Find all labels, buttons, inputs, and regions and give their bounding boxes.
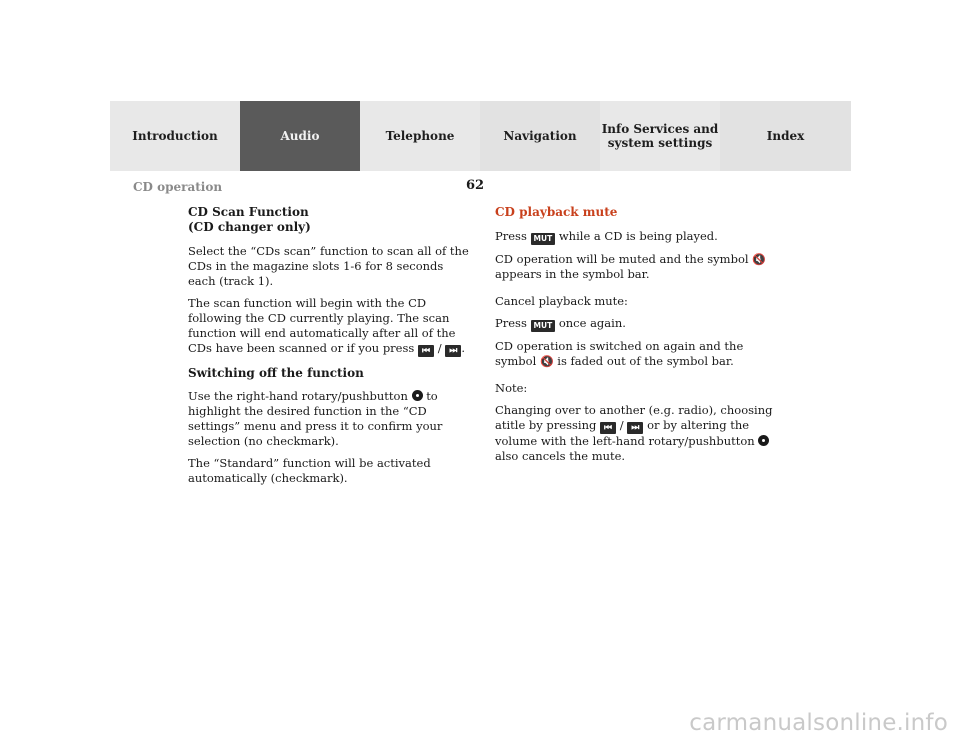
text: to highlight the desired function in the “CD settings” menu and press it to confirm your selection (no checkmark). [188,389,443,448]
skip-forward-icon: ⏭ [445,345,461,357]
tab-label-line2: system settings [607,136,713,150]
tab-audio[interactable] [240,101,360,171]
text: Press [495,229,527,243]
right-column [495,205,785,471]
skip-forward-icon: ⏭ [627,422,643,434]
left-column [188,205,473,493]
heading-line2: (CD changer only) [188,220,311,234]
tab-navigation[interactable] [480,101,600,171]
text: The scan function will begin with the CD following the CD currently playing. The scan function will end automatically after all of the CDs have been scanned or if you press [188,296,456,355]
text: / [619,418,624,432]
text: / [437,341,442,355]
text: Use the right-hand rotary/pushbutton [188,389,408,403]
paragraph [495,339,785,369]
rotary-knob-icon [412,390,423,401]
text: while a CD is being played. [558,229,718,243]
tab-label-line1: Info Services and [601,122,719,136]
paragraph [495,229,785,245]
section-title: CD operation [133,180,223,194]
text: is faded out of the symbol bar. [557,354,734,368]
tab-label: Introduction [132,129,218,143]
tab-introduction[interactable] [110,101,240,171]
text: CD operation is switched on again and the symbol [495,339,744,368]
text: Press [495,316,527,330]
text: Changing over to another (e.g. radio), choosing atitle by pressing [495,403,773,432]
paragraph: Select the “CDs scan” function to scan all of the CDs in the magazine slots 1-6 for 8 seconds each (track 1). [188,244,469,288]
switching-off-heading: Switching off the function [188,366,364,380]
paragraph [495,316,785,332]
tab-label: Index [766,129,805,143]
tab-label: Navigation [503,129,577,143]
mute-button-icon: MUT [531,320,556,332]
paragraph [495,403,785,464]
rotary-knob-icon [758,435,769,446]
text: once again. [558,316,626,330]
paragraph: Cancel playback mute: [495,294,628,308]
tab-info-services[interactable] [600,101,720,171]
mute-button-icon: MUT [531,233,556,245]
tab-label [602,122,719,150]
tab-label: Audio [280,129,320,143]
page-number: 62 [466,178,485,193]
chapter-tabs [110,101,851,171]
skip-back-icon: ⏮ [418,345,434,357]
mute-symbol-icon: 🔇 [539,355,554,368]
tab-index[interactable] [720,101,851,171]
paragraph [188,296,473,357]
tab-label: Telephone [385,129,455,143]
paragraph [495,252,785,282]
text: . [461,341,466,355]
paragraph [188,389,473,449]
paragraph: The “Standard” function will be activated automatically (checkmark). [188,456,431,485]
watermark: carmanualsonline.info [689,710,948,736]
cd-scan-heading [188,205,473,235]
text: also cancels the mute. [495,449,626,463]
skip-back-icon: ⏮ [600,422,616,434]
text: CD operation will be muted and the symbol [495,252,749,266]
text: or by altering the volume with the left-hand rotary/pushbutton [495,418,755,448]
cd-mute-heading: CD playback mute [495,205,618,219]
text: appears in the symbol bar. [495,267,650,281]
mute-symbol-icon: 🔇 [752,253,766,266]
tab-telephone[interactable] [360,101,480,171]
note-label: Note: [495,381,528,395]
heading-line1: CD Scan Function [188,205,309,219]
